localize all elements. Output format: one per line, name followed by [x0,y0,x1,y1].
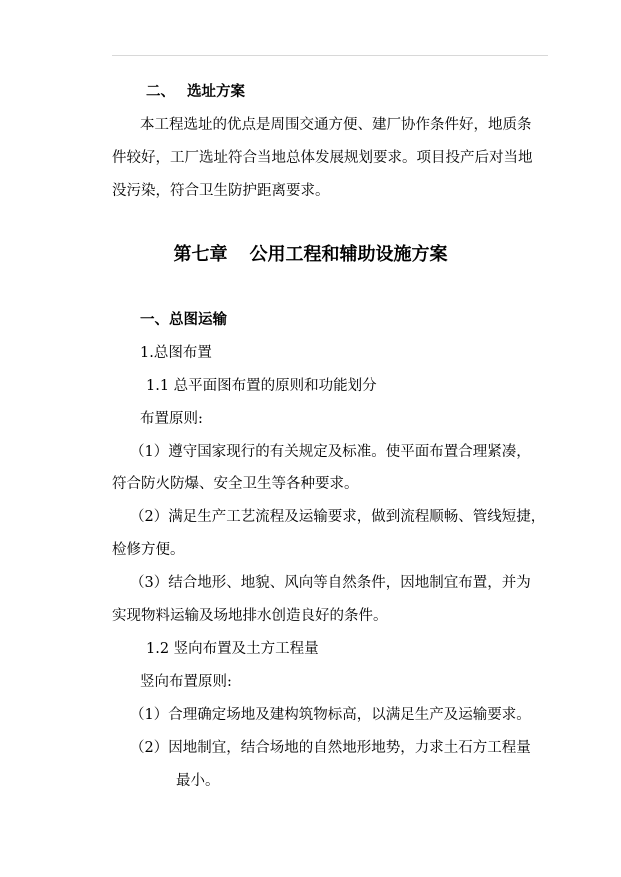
paragraph-line: 本工程选址的优点是周围交通方便、建厂协作条件好，地质条 [140,117,532,133]
section-heading-general-transport: 一、总图运输 [140,311,227,328]
chapter-number: 第七章 [173,244,228,265]
list-item-line: （2）因地制宜，结合场地的自然地形地势，力求土石方工程量 [130,740,531,756]
section-number: 二、 [146,83,175,100]
header-rule [112,55,548,56]
chapter-name: 公用工程和辅助设施方案 [249,244,448,265]
principles-label: 布置原则: [140,411,203,427]
list-item-line: 实现物料运输及场地排水创造良好的条件。 [112,608,388,624]
list-item-line: 符合防火防爆、安全卫生等各种要求。 [112,476,359,492]
vertical-principles-label: 竖向布置原则: [140,674,232,690]
list-item-line: （2）满足生产工艺流程及运输要求，做到流程顺畅、管线短捷， [130,509,546,525]
section-heading-site-selection [146,82,245,102]
paragraph-line: 没污染，符合卫生防护距离要求。 [112,183,330,199]
section-title: 选址方案 [187,83,245,100]
list-item-line: （1）合理确定场地及建构筑物标高，以满足生产及运输要求。 [130,707,531,723]
subheading-general-layout: 1.总图布置 [140,345,212,361]
list-item-line: 检修方便。 [112,542,185,558]
list-item-line: （3）结合地形、地貌、风向等自然条件，因地制宜布置，并为 [130,575,531,591]
chapter-title [0,243,621,267]
paragraph-line: 件较好，工厂选址符合当地总体发展规划要求。项目投产后对当地 [112,150,533,166]
list-item-line: 最小。 [176,773,220,789]
subheading-vertical-layout: 1.2 竖向布置及土方工程量 [146,641,319,657]
subheading-layout-principles: 1.1 总平面图布置的原则和功能划分 [146,378,377,394]
list-item-line: （1）遵守国家现行的有关规定及标准。使平面布置合理紧凑， [130,444,531,460]
